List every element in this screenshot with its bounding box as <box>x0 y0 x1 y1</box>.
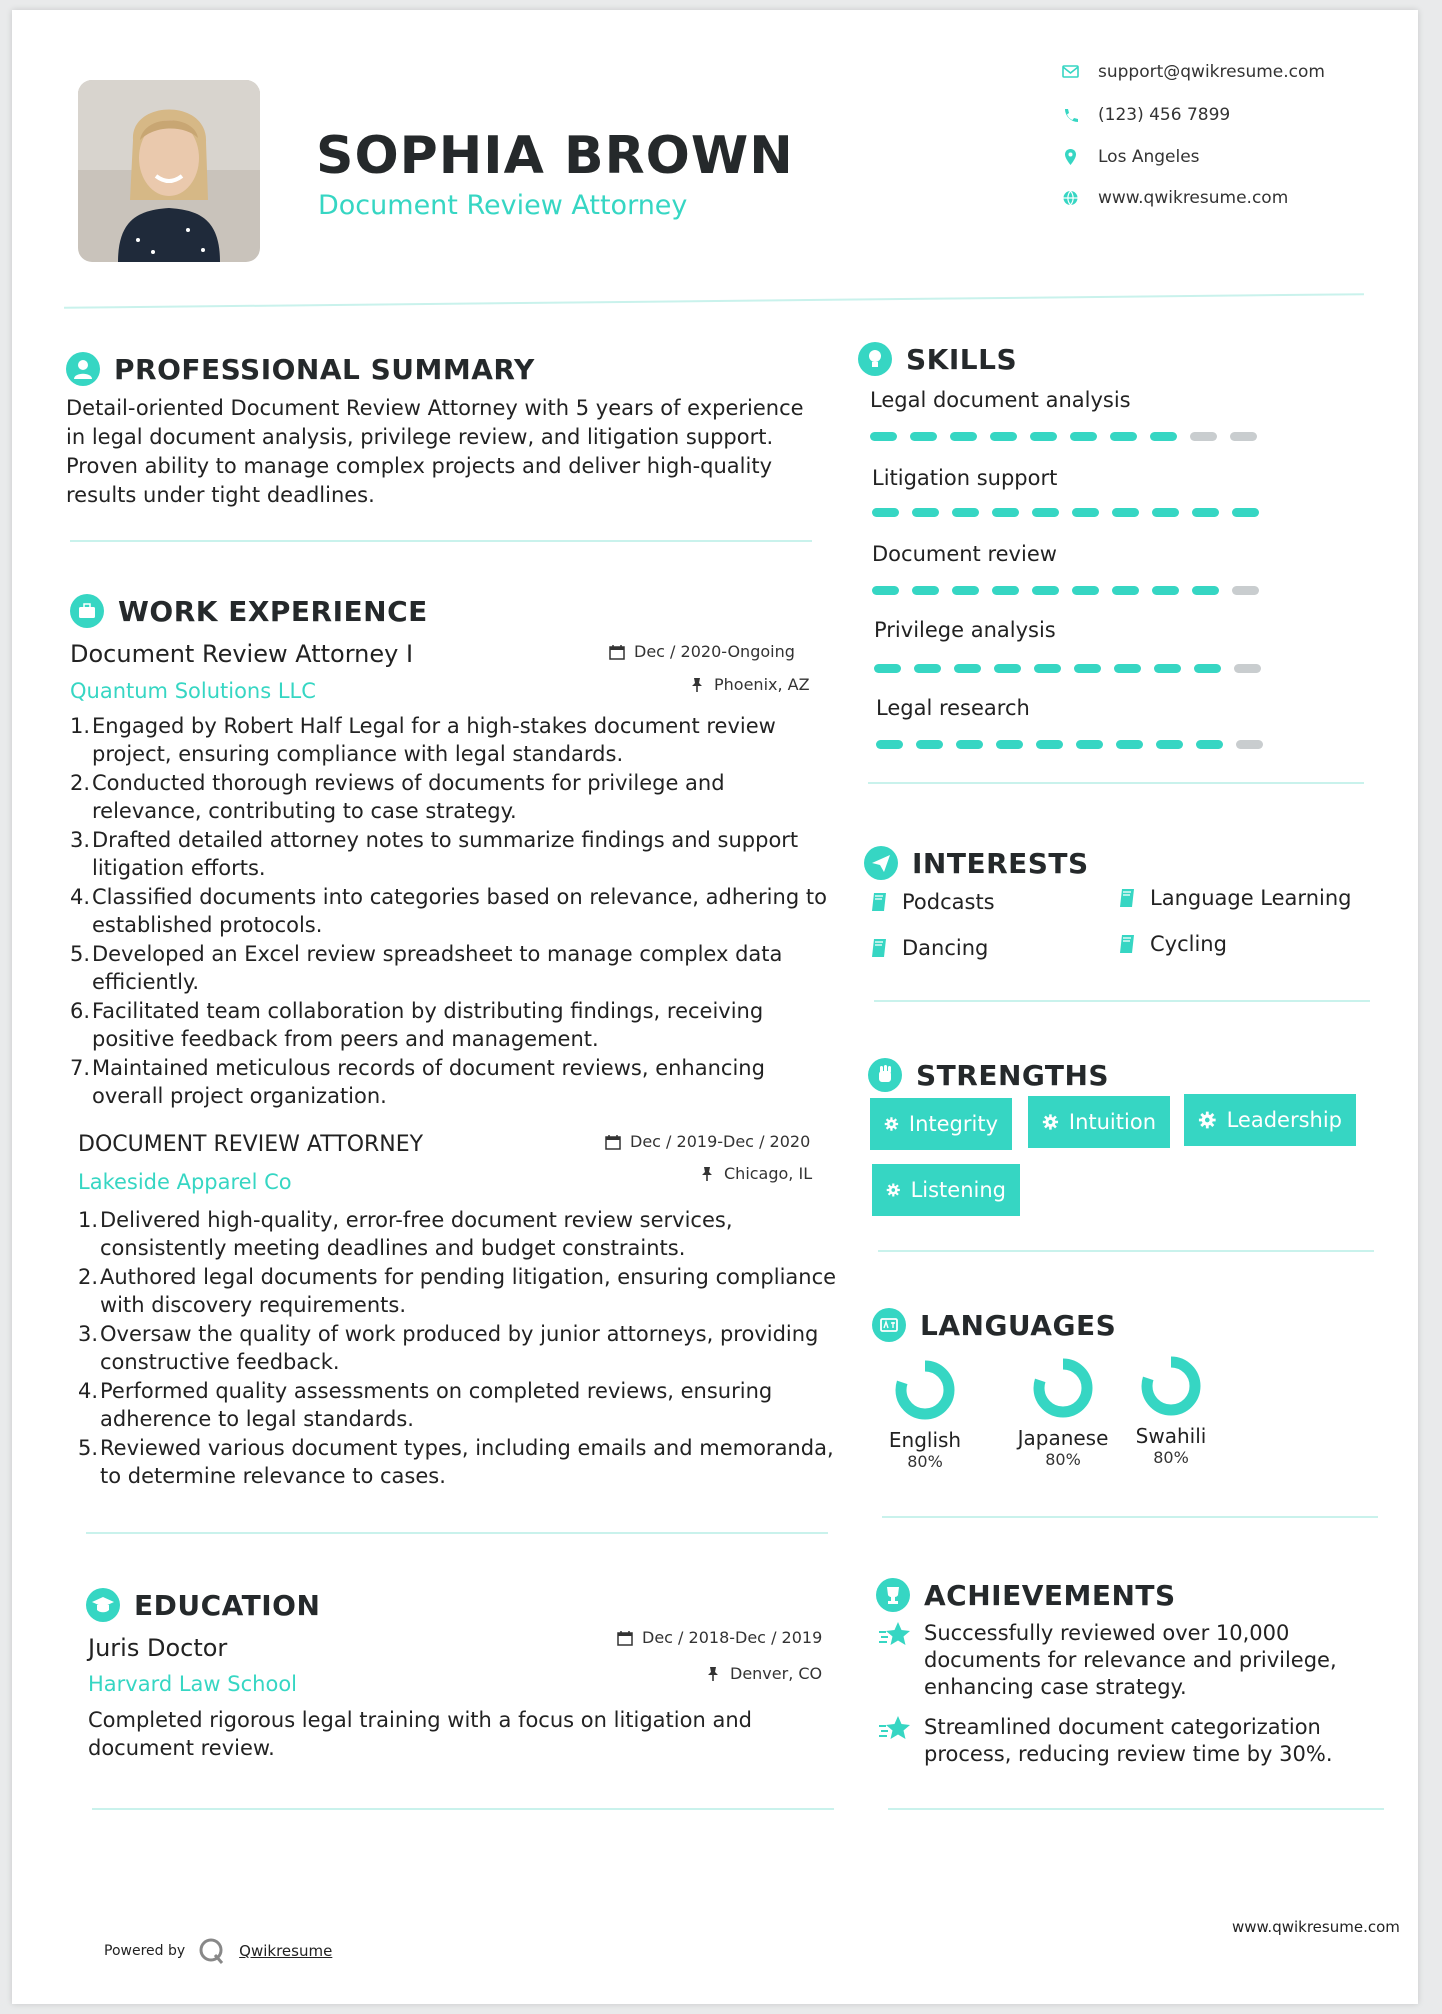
job1-bullet: 2. Conducted thorough reviews of documents for privilege and relevance, contributing to case strategy. <box>70 771 725 823</box>
education-dates-text: Dec / 2018-Dec / 2019 <box>642 1628 823 1647</box>
skill-dash-empty <box>1236 740 1263 749</box>
languages-heading <box>872 1308 1116 1342</box>
translate-icon <box>872 1308 906 1342</box>
skill-dash-filled <box>990 432 1017 441</box>
brand-link[interactable]: Qwikresume <box>239 1942 333 1960</box>
job2-bullet: 4. Performed quality assessments on completed reviews, ensuring adherence to legal standards. <box>78 1379 773 1431</box>
skill-dash-filled <box>872 586 899 595</box>
book-icon <box>870 937 888 959</box>
book-icon <box>1118 887 1136 909</box>
qwikresume-logo-icon <box>197 1936 227 1966</box>
skill-name: Litigation support <box>872 466 1058 490</box>
skill-name: Legal document analysis <box>870 388 1131 412</box>
experience-heading <box>70 594 428 628</box>
strength-chip: Intuition <box>1028 1096 1170 1148</box>
skill-dash-filled <box>1074 664 1101 673</box>
globe-icon <box>1058 188 1084 208</box>
email-text: support@qwikresume.com <box>1098 62 1325 82</box>
interests-divider <box>874 1000 1370 1002</box>
skill-dash-filled <box>996 740 1023 749</box>
education-dates <box>616 1628 822 1647</box>
skill-dash-filled <box>1116 740 1143 749</box>
language-name: English <box>888 1428 962 1452</box>
job2-bullet: 2. Authored legal documents for pending litigation, ensuring compliance with discovery requirements. <box>78 1265 837 1317</box>
language-item <box>1116 1354 1226 1467</box>
powered-by <box>104 1936 332 1966</box>
skill-dash-filled <box>992 586 1019 595</box>
skill-dash-filled <box>1112 586 1139 595</box>
education-location-text: Denver, CO <box>730 1664 823 1683</box>
language-ring-arc <box>901 1366 949 1414</box>
skill-dash-filled <box>1150 432 1177 441</box>
summary-divider <box>70 540 812 542</box>
interest-item: Cycling <box>1118 932 1227 956</box>
language-item <box>1008 1356 1118 1469</box>
achievement-item: Successfully reviewed over 10,000 documents for relevance and privilege, enhancing case strategy. <box>878 1620 1368 1701</box>
education-location <box>704 1664 822 1683</box>
job1-dates-text: Dec / 2020-Ongoing <box>634 642 795 661</box>
graduation-cap-icon <box>86 1588 120 1622</box>
skill-dash-filled <box>1032 508 1059 517</box>
education-description: Completed rigorous legal training with a focus on litigation and document review. <box>88 1708 752 1760</box>
summary-title: PROFESSIONAL SUMMARY <box>114 352 535 386</box>
skill-dash-filled <box>872 508 899 517</box>
skill-dash-filled <box>1070 432 1097 441</box>
footer-url[interactable]: www.qwikresume.com <box>1232 1918 1400 1936</box>
envelope-icon <box>1058 62 1084 82</box>
skill-dash-filled <box>1114 664 1141 673</box>
book-icon <box>870 891 888 913</box>
trophy-icon <box>876 1578 910 1612</box>
skill-name: Privilege analysis <box>874 618 1056 642</box>
skill-dash-filled <box>1072 508 1099 517</box>
skill-dash-filled <box>1192 508 1219 517</box>
language-name: Japanese <box>1017 1426 1109 1450</box>
star-icon <box>878 1620 912 1650</box>
phone-icon <box>1058 105 1084 125</box>
contact-email[interactable] <box>1058 62 1325 82</box>
website-text: www.qwikresume.com <box>1098 188 1289 208</box>
job1-bullet: 4. Classified documents into categories based on relevance, adhering to established protocols. <box>70 885 827 937</box>
interests-title: INTERESTS <box>912 846 1089 880</box>
language-ring <box>893 1358 957 1422</box>
skill-dash-filled <box>916 740 943 749</box>
skill-dash-filled <box>1076 740 1103 749</box>
skill-dash-filled <box>876 740 903 749</box>
candidate-title: Document Review Attorney <box>318 190 688 221</box>
skill-dash-filled <box>1032 586 1059 595</box>
language-ring-arc <box>1039 1364 1087 1412</box>
skill-dash-filled <box>1112 508 1139 517</box>
achievements-divider <box>888 1808 1384 1810</box>
skill-dash-filled <box>1034 664 1061 673</box>
strength-chip: Listening <box>872 1164 1020 1216</box>
contact-website[interactable] <box>1058 188 1288 208</box>
education-divider <box>92 1808 834 1810</box>
job2-dates-text: Dec / 2019-Dec / 2020 <box>630 1132 811 1151</box>
job1-bullet: 6. Facilitated team collaboration by distributing findings, receiving positive feedback from peers and management. <box>70 999 764 1051</box>
experience-title: WORK EXPERIENCE <box>118 594 428 628</box>
skill-dash-filled <box>992 508 1019 517</box>
languages-divider <box>882 1516 1378 1518</box>
education-title: EDUCATION <box>134 1588 321 1622</box>
job1-bullet: 7. Maintained meticulous records of document reviews, enhancing overall project organization. <box>70 1056 765 1108</box>
achievement-item: Streamlined document categorization process, reducing review time by 30%. <box>878 1714 1368 1768</box>
skill-name: Document review <box>872 542 1057 566</box>
job2-bullet: 1. Delivered high-quality, error-free document review services, consistently meeting deadlines and budget constraints. <box>78 1208 733 1260</box>
interests-heading <box>864 846 1089 880</box>
job2-location-text: Chicago, IL <box>724 1164 813 1183</box>
resume-page <box>12 10 1418 2004</box>
experience-divider <box>86 1532 828 1534</box>
skill-dash-filled <box>874 664 901 673</box>
skill-dash-filled <box>1196 740 1223 749</box>
strength-chip: Leadership <box>1184 1094 1356 1146</box>
skill-dash-filled <box>1110 432 1137 441</box>
skill-dash-filled <box>1194 664 1221 673</box>
header-divider <box>64 293 1364 309</box>
skill-dash-filled <box>1192 586 1219 595</box>
strengths-heading <box>868 1058 1109 1092</box>
skill-dash-filled <box>1232 508 1259 517</box>
skill-dash-empty <box>1230 432 1257 441</box>
contact-location <box>1058 147 1200 167</box>
location-text: Los Angeles <box>1098 147 1200 167</box>
summary-heading <box>66 352 535 386</box>
skill-dash-filled <box>912 586 939 595</box>
skill-dash-filled <box>950 432 977 441</box>
skill-level-bar <box>872 508 1259 517</box>
powered-by-label: Powered by <box>104 1943 186 1959</box>
location-pin-icon <box>1058 147 1084 167</box>
job1-bullets <box>70 712 830 1111</box>
job2-bullet: 3. Oversaw the quality of work produced by junior attorneys, providing constructive feedback. <box>78 1322 819 1374</box>
skill-level-bar <box>874 664 1261 673</box>
job2-location <box>698 1164 812 1183</box>
paper-plane-icon <box>864 846 898 880</box>
skill-dash-filled <box>1036 740 1063 749</box>
phone-text: (123) 456 7899 <box>1098 105 1231 125</box>
lightbulb-icon <box>858 342 892 376</box>
contact-phone[interactable] <box>1058 105 1230 125</box>
interest-item: Podcasts <box>870 890 995 914</box>
interest-item: Language Learning <box>1118 886 1351 910</box>
gear-icon <box>884 1114 899 1134</box>
job2-company: Lakeside Apparel Co <box>78 1170 292 1194</box>
skill-dash-filled <box>912 508 939 517</box>
gear-icon <box>1198 1110 1217 1130</box>
job1-bullet: 3. Drafted detailed attorney notes to summarize findings and support litigation efforts. <box>70 828 799 880</box>
hand-icon <box>868 1058 902 1092</box>
education-heading <box>86 1588 320 1622</box>
skill-dash-filled <box>1152 508 1179 517</box>
skill-dash-filled <box>952 508 979 517</box>
job1-bullet: 5. Developed an Excel review spreadsheet to manage complex data efficiently. <box>70 942 783 994</box>
strengths-title: STRENGTHS <box>916 1058 1110 1092</box>
skill-dash-filled <box>870 432 897 441</box>
book-icon <box>1118 933 1136 955</box>
education-degree: Juris Doctor <box>88 1634 228 1662</box>
skill-dash-empty <box>1234 664 1261 673</box>
skills-divider <box>868 782 1364 784</box>
skill-name: Legal research <box>876 696 1030 720</box>
language-percent: 80% <box>1045 1450 1081 1469</box>
skill-level-bar <box>870 432 1257 441</box>
job1-dates <box>608 642 795 661</box>
job2-bullets <box>78 1206 838 1491</box>
language-name: Swahili <box>1135 1424 1207 1448</box>
skill-dash-filled <box>956 740 983 749</box>
interest-item: Dancing <box>870 936 988 960</box>
skill-dash-filled <box>914 664 941 673</box>
pushpin-icon <box>698 1165 716 1183</box>
skills-title: SKILLS <box>906 342 1018 376</box>
skill-dash-filled <box>952 586 979 595</box>
job2-role: DOCUMENT REVIEW ATTORNEY <box>78 1132 424 1157</box>
skill-dash-empty <box>1232 586 1259 595</box>
calendar-icon <box>608 643 626 661</box>
skills-heading <box>858 342 1017 376</box>
skill-dash-empty <box>1190 432 1217 441</box>
language-ring <box>1139 1354 1203 1418</box>
skill-dash-filled <box>954 664 981 673</box>
job2-dates <box>604 1132 810 1151</box>
job1-location-text: Phoenix, AZ <box>714 675 810 694</box>
achievements-heading <box>876 1578 1176 1612</box>
strengths-divider <box>878 1250 1374 1252</box>
user-icon <box>66 352 100 386</box>
pushpin-icon <box>688 676 706 694</box>
job1-role: Document Review Attorney I <box>70 640 414 668</box>
calendar-icon <box>616 1629 634 1647</box>
calendar-icon <box>604 1133 622 1151</box>
skill-dash-filled <box>1072 586 1099 595</box>
skill-dash-filled <box>1152 586 1179 595</box>
star-icon <box>878 1714 912 1744</box>
job1-location <box>688 675 810 694</box>
education-school: Harvard Law School <box>88 1672 297 1696</box>
language-percent: 80% <box>1153 1448 1189 1467</box>
language-item <box>870 1358 980 1471</box>
candidate-name: SOPHIA BROWN <box>316 126 794 186</box>
skill-level-bar <box>876 740 1263 749</box>
language-percent: 80% <box>907 1452 943 1471</box>
gear-icon <box>1042 1112 1059 1132</box>
achievements-title: ACHIEVEMENTS <box>924 1578 1176 1612</box>
languages-title: LANGUAGES <box>920 1308 1117 1342</box>
summary-text: Detail-oriented Document Review Attorney with 5 years of experience in legal document analysis, privilege review, and litigation support. Proven ability to manage complex projects and deliver high-quality results under tight deadlines. <box>66 396 804 507</box>
skill-dash-filled <box>994 664 1021 673</box>
job1-company: Quantum Solutions LLC <box>70 679 316 703</box>
strength-chip: Integrity <box>870 1098 1012 1150</box>
language-ring <box>1031 1356 1095 1420</box>
gear-icon <box>886 1180 901 1200</box>
skill-dash-filled <box>1156 740 1183 749</box>
language-ring-arc <box>1147 1362 1195 1410</box>
skill-dash-filled <box>910 432 937 441</box>
job1-bullet: 1. Engaged by Robert Half Legal for a high-stakes document review project, ensuring compliance with legal standards. <box>70 714 776 766</box>
skill-dash-filled <box>1030 432 1057 441</box>
skill-dash-filled <box>1154 664 1181 673</box>
job2-bullet: 5. Reviewed various document types, including emails and memoranda, to determine relevance to cases. <box>78 1436 834 1488</box>
pushpin-icon <box>704 1665 722 1683</box>
skill-level-bar <box>872 586 1259 595</box>
profile-photo <box>78 80 260 262</box>
briefcase-icon <box>70 594 104 628</box>
